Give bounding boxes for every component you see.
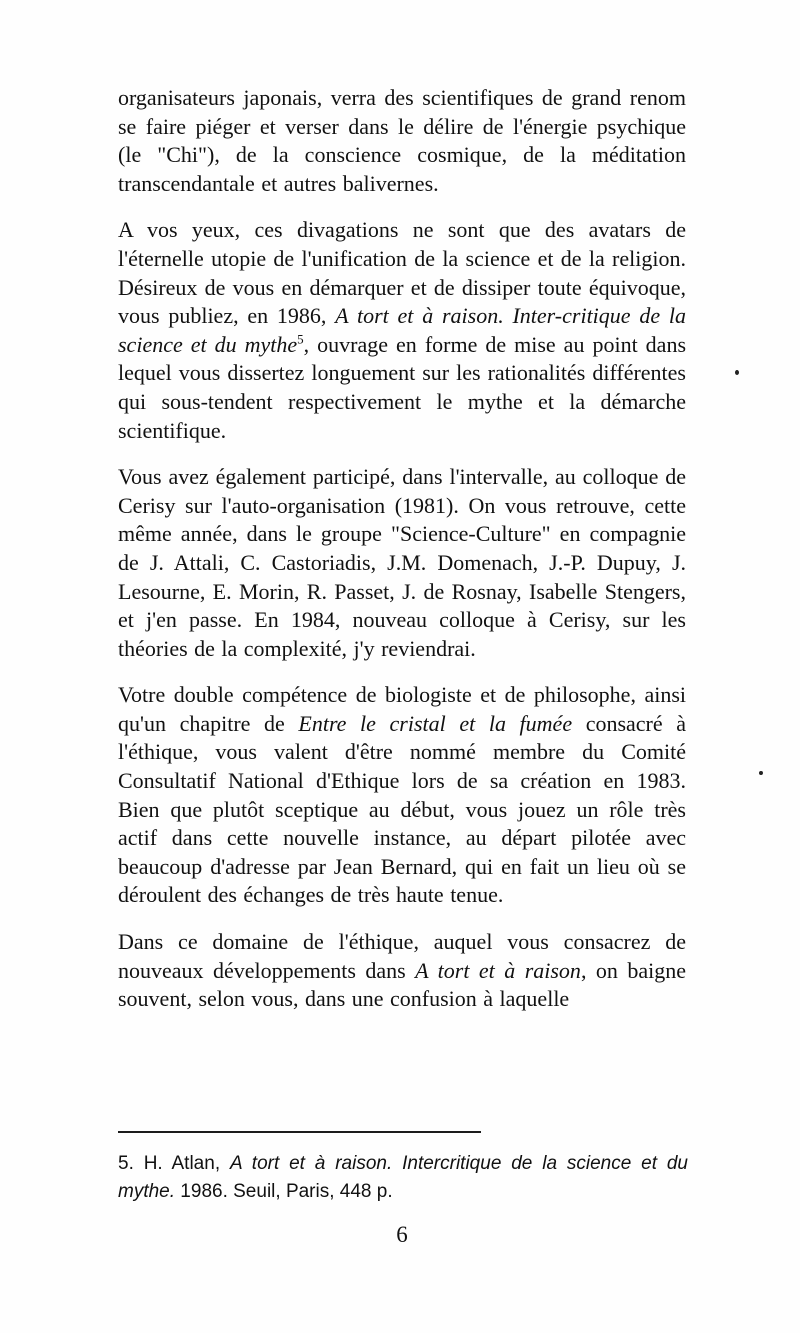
text-segment: 5. H. Atlan, [118, 1153, 230, 1174]
book-title: Entre le cristal et la fumée [298, 710, 573, 736]
paragraph-4 [118, 681, 686, 910]
scan-artifact-dot [735, 370, 739, 375]
text-segment: Votre double compétence de biologiste et de philosophe, ainsi qu'un chapitre de [118, 682, 686, 736]
book-title: A tort et à raison [415, 957, 581, 983]
book-title: A tort et à raison. Inter-critique de la science et du mythe [118, 303, 686, 357]
book-title: A tort et à raison. Intercritique de la science et du mythe. [118, 1153, 688, 1202]
scan-artifact-dot [759, 771, 763, 775]
text-block [118, 84, 686, 1032]
footnote-separator-rule [118, 1131, 481, 1133]
text-segment: Dans ce domaine de l'éthique, auquel vous consacrez de nouveaux développements dans [118, 929, 686, 983]
paragraph-1 [118, 84, 686, 198]
text-segment: A vos yeux, ces divagations ne sont que des avatars de l'éternelle utopie de l'unification de la science et de la religion. Désireux de vous en démarquer et de dissiper toute équivoque, vous publiez, en 1986, [118, 217, 686, 329]
footnote-reference: 5 [297, 331, 304, 347]
paragraph-2 [118, 216, 686, 445]
page-number: 6 [396, 1222, 408, 1247]
text-segment: Vous avez également participé, dans l'intervalle, au colloque de Cerisy sur l'auto-organisation (1981). On vous retrouve, cette même année, dans le groupe "Science-Culture" en compagnie de J. Attali, C. Castoriadis, J.M. Domenach, J.-P. Dupuy, J. Lesourne, E. Morin, R. Passet, J. de Rosnay, Isabelle Stengers, et j'en passe. En 1984, nouveau colloque à Cerisy, sur les théories de la complexité, j'y reviendrai. [118, 464, 686, 661]
paragraph-3 [118, 463, 686, 663]
text-segment: , on baigne souvent, selon vous, dans une confusion à laquelle [118, 957, 686, 1012]
text-segment: 1986. Seuil, Paris, 448 p. [175, 1181, 393, 1202]
paragraph-5 [118, 928, 686, 1014]
text-segment: organisateurs japonais, verra des scientifiques de grand renom se faire piéger et verser dans le délire de l'énergie psychique (le "Chi"), de la conscience cosmique, de la méditation transcendantale et autres balivernes. [118, 85, 686, 196]
text-segment: consacré à l'éthique, vous valent d'être nommé membre du Comité Consultatif National d'Ethique lors de sa création en 1983. Bien que plutôt sceptique au début, vous jouez un rôle très actif dans cette nouvelle instance, au départ pilotée avec beaucoup d'adresse par Jean Bernard, qui en fait un lieu où se déroulent des échanges de très haute tenue. [118, 710, 687, 908]
text-segment: , ouvrage en forme de mise au point dans lequel vous dissertez longuement sur les rationalités différentes qui sous-tendent respectivement le mythe et la démarche scientifique. [118, 331, 687, 443]
footnote [118, 1150, 688, 1206]
